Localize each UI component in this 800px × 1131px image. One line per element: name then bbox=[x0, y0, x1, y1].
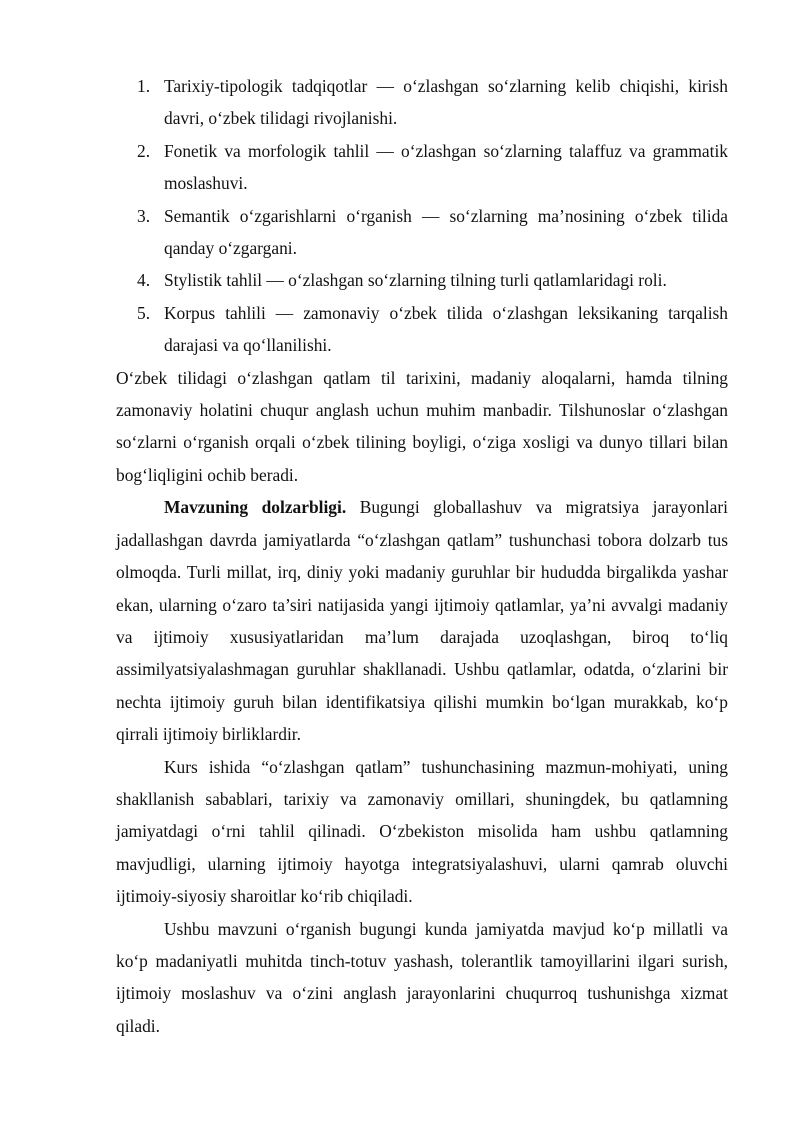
paragraph-borrowed-layer: O‘zbek tilidagi o‘zlashgan qatlam til tarixini, madaniy aloqalarni, hamda tilning zamonaviy holatini chuqur anglash uchun muhim manbadir. Tilshunoslar o‘zlashgan so‘zlarni o‘rganish orqali o‘zbek tilining boyligi, o‘ziga xosligi va dunyo tillari bilan bog‘liqligini ochib beradi. bbox=[116, 367, 728, 485]
list-item-text: Korpus tahlili — zamonaviy o‘zbek tilida o‘zlashgan leksikaning tarqalish darajasi va qo‘llanilishi. bbox=[164, 302, 728, 356]
relevance-heading: Mavzuning dolzarbligi. bbox=[164, 497, 347, 518]
list-number: 5. bbox=[137, 302, 151, 323]
list-item bbox=[116, 70, 728, 135]
paragraph-relevance bbox=[116, 491, 728, 750]
list-number: 2. bbox=[137, 140, 151, 161]
methods-list bbox=[116, 70, 728, 362]
relevance-body: Bugungi globallashuv va migratsiya jarayonlari jadallashgan davrda jamiyatlarda “o‘zlashgan qatlam” tushunchasi tobora dolzarb tus olmoqda. Turli millat, irq, diniy yoki madaniy guruhlar bir hududda birgalikda yashar ekan, ularning o‘zaro ta’siri natijasida yangi ijtimoiy qatlamlar, ya’ni avvalgi madaniy va ijtimoiy xususiyatlaridan ma’lum darajada uzoqlashgan, biroq to‘liq assimilyatsiyalashmagan guruhlar shakllanadi. Ushbu qatlamlar, odatda, o‘zlarini bir nechta ijtimoiy guruh bilan identifikatsiya qilishi mumkin bo‘lgan murakkab, ko‘p qirrali ijtimoiy birliklardir. bbox=[116, 497, 728, 745]
list-number: 4. bbox=[137, 270, 151, 291]
list-number: 1. bbox=[137, 76, 151, 96]
list-item-text: Tarixiy-tipologik tadqiqotlar — o‘zlashgan so‘zlarning kelib chiqishi, kirish davri, o‘zbek tilidagi rivojlanishi. bbox=[164, 76, 728, 129]
list-item bbox=[116, 135, 728, 200]
list-item-text: Stylistik tahlil — o‘zlashgan so‘zlarning tilning turli qatlamlaridagi roli. bbox=[164, 270, 667, 291]
page-content bbox=[116, 70, 728, 1042]
list-number: 3. bbox=[137, 205, 151, 226]
paragraph-study-purpose: Ushbu mavzuni o‘rganish bugungi kunda jamiyatda mavjud ko‘p millatli va ko‘p madaniyatli muhitda tinch-totuv yashash, tolerantlik tamoyillarini ilgari surish, ijtimoiy moslashuv va o‘zini anglash jarayonlarini chuqurroq tushunishga xizmat qiladi. bbox=[116, 918, 728, 1036]
paragraph-course-work: Kurs ishida “o‘zlashgan qatlam” tushunchasining mazmun-mohiyati, uning shakllanish sabablari, tarixiy va zamonaviy omillari, shuningdek, bu qatlamning jamiyatdagi o‘rni tahlil qilinadi. O‘zbekiston misolida ham ushbu qatlamning mavjudligi, ularning ijtimoiy hayotga integratsiyalashuvi, ularni qamrab oluvchi ijtimoiy-siyosiy sharoitlar ko‘rib chiqiladi. bbox=[116, 756, 728, 907]
list-item bbox=[116, 297, 728, 362]
list-item bbox=[116, 200, 728, 265]
list-item bbox=[116, 264, 728, 296]
list-item-text: Semantik o‘zgarishlarni o‘rganish — so‘zlarning ma’nosining o‘zbek tilida qanday o‘zgargani. bbox=[164, 205, 728, 259]
list-item-text: Fonetik va morfologik tahlil — o‘zlashgan so‘zlarning talaffuz va grammatik moslashuvi. bbox=[164, 140, 728, 194]
